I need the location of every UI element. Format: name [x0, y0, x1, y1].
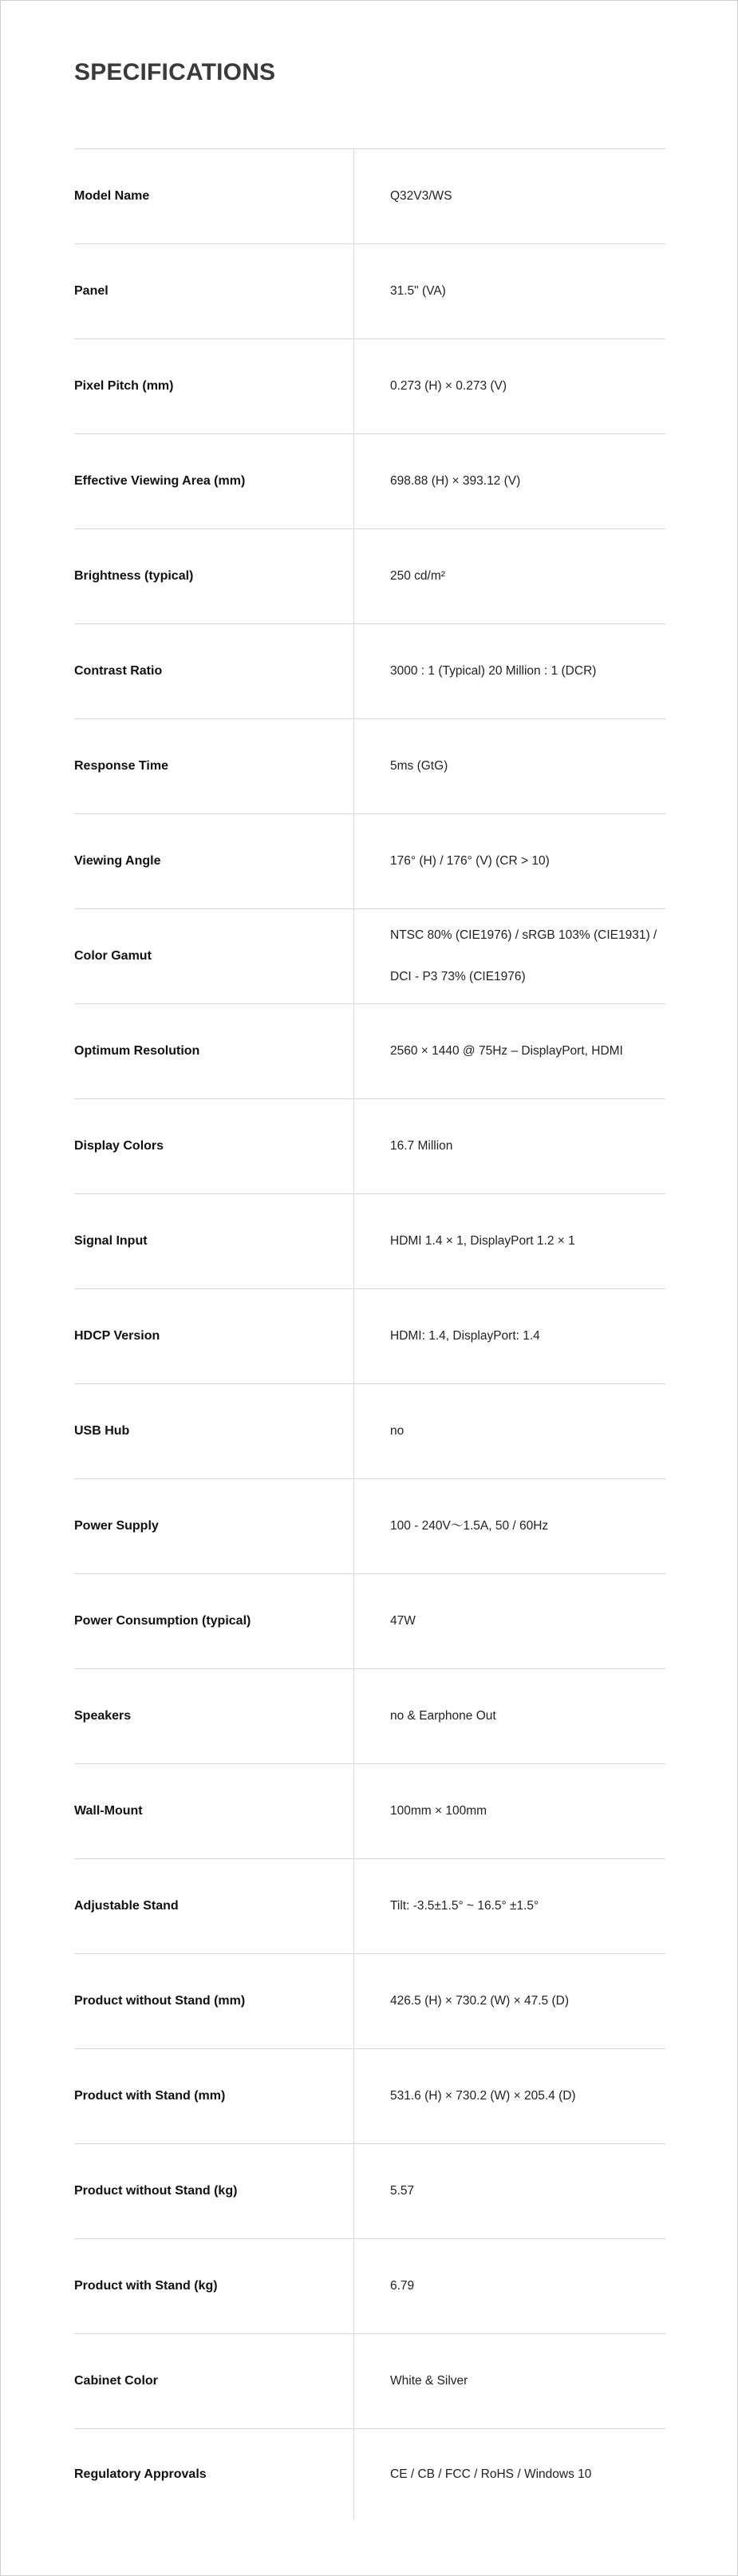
spec-label: Cabinet Color: [74, 2334, 354, 2428]
spec-value: no: [390, 1424, 405, 1438]
spec-value: Tilt: -3.5±1.5° ~ 16.5° ±1.5°: [390, 1899, 539, 1913]
spec-value: 100mm × 100mm: [390, 1804, 487, 1818]
spec-label: Response Time: [74, 719, 354, 813]
spec-value: HDMI: 1.4, DisplayPort: 1.4: [390, 1329, 540, 1343]
spec-label: Product without Stand (mm): [74, 1954, 354, 2048]
spec-value: no & Earphone Out: [390, 1709, 496, 1723]
spec-row: [74, 2333, 665, 2428]
spec-row: [74, 2048, 665, 2143]
spec-label: Viewing Angle: [74, 814, 354, 908]
spec-row: [74, 528, 665, 623]
spec-row: [74, 2143, 665, 2238]
spec-value: Q32V3/WS: [390, 189, 452, 203]
spec-value: CE / CB / FCC / RoHS / Windows 10: [390, 2467, 592, 2481]
spec-label: HDCP Version: [74, 1289, 354, 1383]
spec-row: [74, 2428, 665, 2520]
spec-value: 0.273 (H) × 0.273 (V): [390, 379, 507, 393]
spec-row: [74, 1763, 665, 1858]
spec-value: 47W: [390, 1614, 416, 1628]
spec-row: [74, 1858, 665, 1953]
spec-row: [74, 1098, 665, 1193]
spec-row: [74, 1003, 665, 1098]
spec-value: 2560 × 1440 @ 75Hz – DisplayPort, HDMI: [390, 1044, 623, 1058]
spec-label: Power Supply: [74, 1479, 354, 1573]
spec-row: [74, 1288, 665, 1383]
spec-label: Contrast Ratio: [74, 624, 354, 718]
spec-value: 176° (H) / 176° (V) (CR > 10): [390, 854, 550, 868]
spec-label: Optimum Resolution: [74, 1004, 354, 1098]
spec-row: [74, 1668, 665, 1763]
spec-label: Color Gamut: [74, 909, 354, 1003]
spec-value: 100 - 240V～1.5A, 50 / 60Hz: [390, 1519, 549, 1533]
spec-label: Display Colors: [74, 1099, 354, 1193]
spec-row: [74, 1573, 665, 1668]
spec-label: Brightness (typical): [74, 529, 354, 623]
spec-row: [74, 433, 665, 528]
spec-row: [74, 148, 665, 243]
spec-row: [74, 623, 665, 718]
spec-label: Panel: [74, 244, 354, 338]
spec-value: White & Silver: [390, 2374, 468, 2388]
spec-label: Signal Input: [74, 1194, 354, 1288]
spec-value: 426.5 (H) × 730.2 (W) × 47.5 (D): [390, 1994, 569, 2008]
spec-value: 698.88 (H) × 393.12 (V): [390, 474, 521, 488]
spec-row: [74, 1193, 665, 1288]
spec-row: [74, 908, 665, 1003]
page-title: SPECIFICATIONS: [74, 59, 276, 85]
spec-value: 531.6 (H) × 730.2 (W) × 205.4 (D): [390, 2089, 576, 2103]
spec-label: Product with Stand (mm): [74, 2049, 354, 2143]
spec-row: [74, 1478, 665, 1573]
spec-label: Adjustable Stand: [74, 1859, 354, 1953]
specifications-table: [74, 148, 665, 2520]
spec-label: Model Name: [74, 149, 354, 243]
spec-label: Product with Stand (kg): [74, 2239, 354, 2333]
spec-row: [74, 718, 665, 813]
spec-value: 6.79: [390, 2279, 415, 2293]
spec-row: [74, 1383, 665, 1478]
spec-value: HDMI 1.4 × 1, DisplayPort 1.2 × 1: [390, 1234, 575, 1248]
spec-row: [74, 338, 665, 433]
spec-label: Pixel Pitch (mm): [74, 339, 354, 433]
spec-value: 5ms (GtG): [390, 759, 448, 773]
spec-label: Product without Stand (kg): [74, 2144, 354, 2238]
spec-label: Power Consumption (typical): [74, 1574, 354, 1668]
spec-row: [74, 813, 665, 908]
spec-label: Speakers: [74, 1669, 354, 1763]
spec-row: [74, 2238, 665, 2333]
spec-value: NTSC 80% (CIE1976) / sRGB 103% (CIE1931) / DCI - P3 73% (CIE1976): [390, 928, 657, 983]
spec-label: USB Hub: [74, 1384, 354, 1478]
spec-value: 3000 : 1 (Typical) 20 Million : 1 (DCR): [390, 664, 597, 678]
spec-value: 31.5" (VA): [390, 284, 446, 298]
spec-value: 250 cd/m²: [390, 569, 445, 583]
spec-value: 16.7 Million: [390, 1139, 453, 1153]
spec-label: Regulatory Approvals: [74, 2429, 354, 2520]
spec-label: Effective Viewing Area (mm): [74, 434, 354, 528]
spec-row: [74, 1953, 665, 2048]
spec-label: Wall-Mount: [74, 1764, 354, 1858]
spec-value: 5.57: [390, 2184, 415, 2198]
spec-row: [74, 243, 665, 338]
